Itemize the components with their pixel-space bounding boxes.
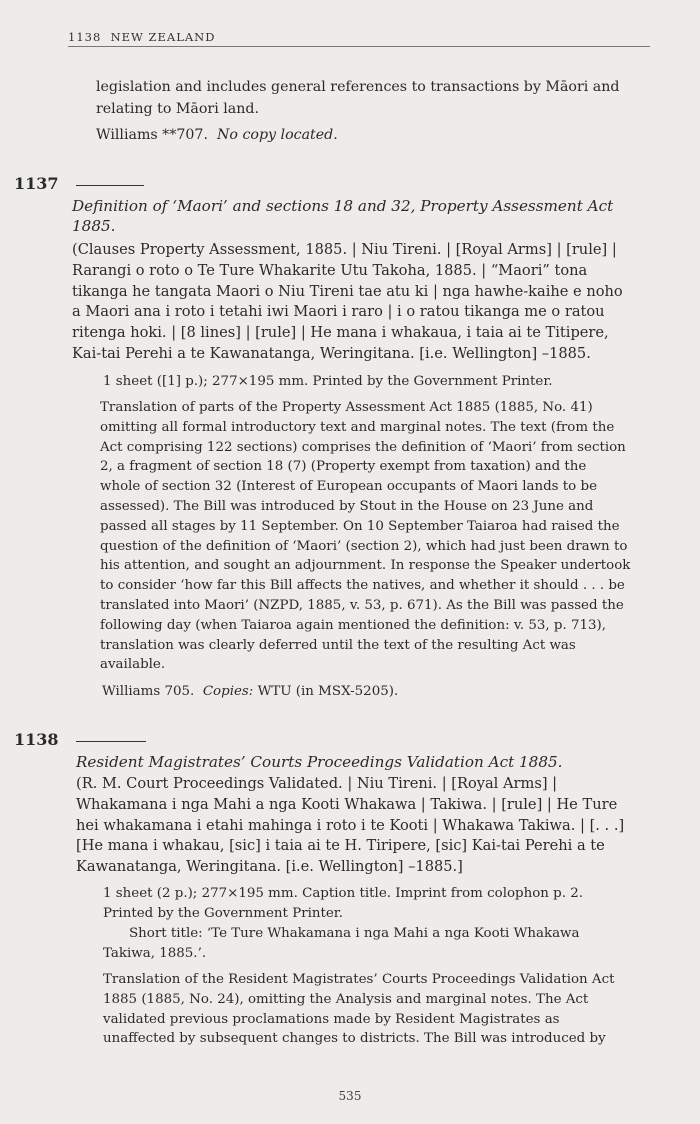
description-line: (R. M. Court Proceedings Validated. | Niu Tireni. | [Royal Arms] | bbox=[76, 775, 558, 792]
short-title-line: Short title: ‘Te Ture Whakamana i nga Mahi a nga Kooti Whakawa bbox=[129, 926, 580, 941]
physical-description-1138 bbox=[103, 884, 583, 924]
short-title-1138 bbox=[103, 924, 580, 964]
reference-1137 bbox=[102, 682, 398, 702]
note-line: question of the definition of ‘Maori’ (section 2), which had just been drawn to bbox=[100, 538, 628, 554]
entry-note-1138 bbox=[103, 970, 615, 1049]
reference-text: Williams 705. bbox=[102, 684, 195, 699]
entry-rule-1138 bbox=[76, 741, 146, 742]
note-line: available. bbox=[100, 657, 166, 673]
note-line: Translation of parts of the Property Assessment Act 1885 (1885, No. 41) bbox=[100, 400, 593, 415]
note-line: to consider ‘how far this Bill affects the natives, and whether it should . . . be bbox=[100, 578, 625, 594]
reference-note: No copy located. bbox=[217, 127, 338, 143]
note-line: 1885 (1885, No. 24), omitting the Analysis and marginal notes. The Act bbox=[103, 991, 589, 1007]
description-line: Whakamana i nga Mahi a nga Kooti Whakawa | Takiwa. | [rule] | He Ture bbox=[76, 795, 618, 813]
entry-title-line: Definition of ‘Maori’ and sections 18 and 32, Property Assessment Act bbox=[72, 197, 614, 215]
short-title-line: Takiwa, 1885.’. bbox=[103, 945, 207, 961]
note-line: assessed). The Bill was introduced by Stout in the House on 23 June and bbox=[100, 498, 594, 514]
entry-description-1137 bbox=[72, 240, 623, 365]
note-line: his attention, and sought an adjournment. In response the Speaker undertook bbox=[100, 558, 631, 574]
note-line: Translation of the Resident Magistrates’ Courts Proceedings Validation Act bbox=[103, 972, 615, 987]
note-line: Act comprising 122 sections) comprises the definition of ‘Maori’ from section bbox=[100, 439, 626, 455]
running-header bbox=[68, 30, 650, 47]
continuation-line-1: legislation and includes general references to transactions by Māori and bbox=[96, 79, 620, 95]
description-line: [He mana i whakau, [sic] i taia ai te H. Tiripere, [sic] Kai-tai Perehi a te bbox=[76, 837, 605, 855]
reference-text: Williams **707. bbox=[96, 127, 208, 143]
continuation-line-2: relating to Māori land. bbox=[96, 101, 259, 117]
entry-title-1137 bbox=[72, 196, 613, 236]
note-line: passed all stages by 11 September. On 10 September Taiaroa had raised the bbox=[100, 518, 620, 534]
note-line: 2, a fragment of section 18 (7) (Property exempt from taxation) and the bbox=[100, 459, 587, 475]
entry-note-1137 bbox=[100, 398, 630, 675]
copies-label: Copies: bbox=[202, 684, 254, 699]
continuation-reference bbox=[96, 126, 338, 146]
description-line: Kawanatanga, Weringitana. [i.e. Wellington] –1885.] bbox=[76, 858, 463, 876]
note-line: translated into Maori’ (NZPD, 1885, v. 53, p. 671). As the Bill was passed the bbox=[100, 597, 624, 613]
entry-title-line: 1885. bbox=[72, 217, 116, 235]
entry-number-1137: 1137 bbox=[14, 174, 59, 193]
description-line: ritenga hoki. | [8 lines] | [rule] | He mana i whakaua, i taia ai te Titipere, bbox=[72, 324, 609, 342]
header-title: NEW ZEALAND bbox=[110, 30, 216, 44]
note-line: unaffected by subsequent changes to districts. The Bill was introduced by bbox=[103, 1031, 606, 1047]
physical-line: Printed by the Government Printer. bbox=[103, 905, 343, 921]
description-line: a Maori ana i roto i tetahi iwi Maori i raro | i o ratou tikanga me o ratou bbox=[72, 303, 605, 321]
physical-line: 1 sheet (2 p.); 277×195 mm. Caption title. Imprint from colophon p. 2. bbox=[103, 886, 584, 901]
entry-description-1138 bbox=[76, 774, 624, 878]
description-line: hei whakamana i etahi mahinga i roto i te Kooti | Whakawa Takiwa. | [. . .] bbox=[76, 816, 625, 834]
note-line: validated previous proclamations made by Resident Magistrates as bbox=[103, 1011, 560, 1027]
entry-number-1138: 1138 bbox=[14, 730, 59, 749]
header-page-number: 1138 bbox=[68, 30, 102, 44]
entry-rule-1137 bbox=[76, 185, 144, 186]
copies-value: WTU (in MSX-5205). bbox=[257, 684, 399, 699]
page-number-footer: 535 bbox=[338, 1089, 362, 1103]
description-line: Kai-tai Perehi a te Kawanatanga, Weringitana. [i.e. Wellington] –1885. bbox=[72, 344, 591, 362]
physical-description-1137: 1 sheet ([1] p.); 277×195 mm. Printed by the Government Printer. bbox=[103, 374, 553, 389]
entry-title-1138: Resident Magistrates’ Courts Proceedings Validation Act 1885. bbox=[76, 753, 563, 771]
description-line: Rarangi o roto o Te Ture Whakarite Utu Takoha, 1885. | “Maori” tona bbox=[72, 261, 588, 279]
note-line: translation was clearly deferred until the text of the resulting Act was bbox=[100, 637, 576, 653]
note-line: following day (when Taiaroa again mentioned the definition: v. 53, p. 713), bbox=[100, 617, 607, 633]
note-line: omitting all formal introductory text and marginal notes. The text (from the bbox=[100, 419, 615, 435]
note-line: whole of section 32 (Interest of European occupants of Maori lands to be bbox=[100, 479, 597, 495]
description-line: tikanga he tangata Maori o Niu Tireni tae atu ki | nga hawhe-kaihe e noho bbox=[72, 282, 623, 300]
description-line: (Clauses Property Assessment, 1885. | Niu Tireni. | [Royal Arms] | [rule] | bbox=[72, 241, 617, 258]
